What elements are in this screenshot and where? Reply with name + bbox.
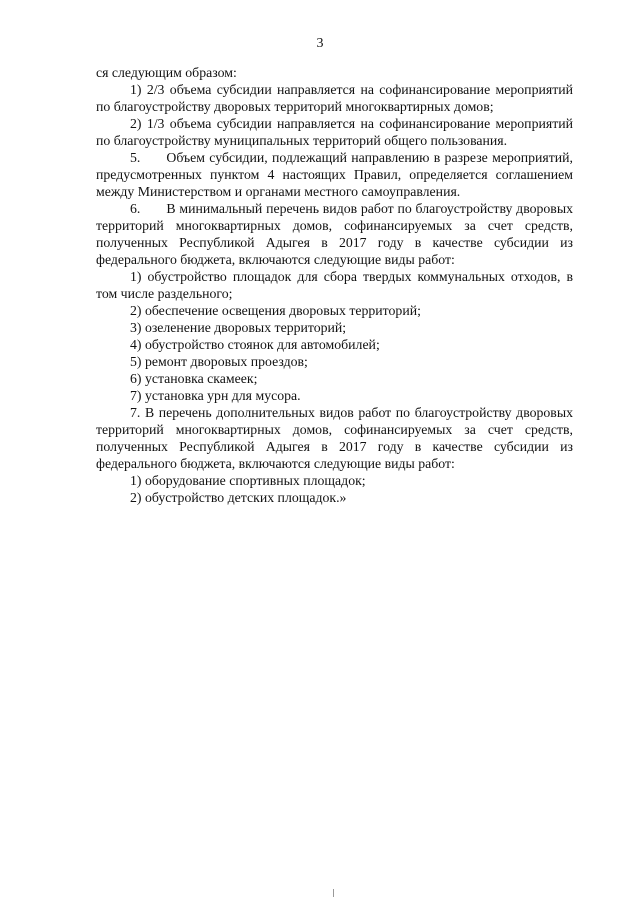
paragraph	[96, 149, 573, 200]
list-item: 1) обустройство площадок для сбора твердых коммунальных отходов, в том числе раздельного;	[96, 269, 573, 301]
paragraph: ся следующим образом:	[96, 65, 237, 80]
paragraph	[96, 200, 573, 268]
list-item: 2) обеспечение освещения дворовых территорий;	[130, 303, 421, 318]
list-item: 3) озеленение дворовых территорий;	[130, 320, 347, 335]
scan-artifact-mark	[333, 889, 334, 897]
paragraph: 1) 2/3 объема субсидии направляется на софинансирование мероприятий по благоустройству дворовых территорий многоквартирных домов;	[96, 82, 573, 114]
list-item: 4) обустройство стоянок для автомобилей;	[130, 337, 380, 352]
list-item: 6) установка скамеек;	[130, 371, 258, 386]
item-number: 5.	[130, 150, 141, 165]
paragraph: 2) 1/3 объема субсидии направляется на софинансирование мероприятий по благоустройству муниципальных территорий общего пользования.	[96, 116, 573, 148]
list-item: 1) оборудование спортивных площадок;	[130, 473, 366, 488]
paragraph-text: Объем субсидии, подлежащий направлению в разрезе мероприятий, предусмотренных пунктом 4 настоящих Правил, определяется соглашением между Министерством и органами местного самоуправления.	[96, 150, 573, 199]
page-number: 3	[316, 36, 324, 51]
item-number: 6.	[130, 201, 141, 216]
paragraph: 7. В перечень дополнительных видов работ по благоустройству дворовых территорий многоквартирных домов, софинансируемых за счет средств, полученных Республикой Адыгея в 2017 году в качестве субсидии из федерального бюджета, включаются следующие виды работ:	[96, 405, 573, 471]
list-item: 7) установка урн для мусора.	[130, 388, 301, 403]
list-item: 2) обустройство детских площадок.»	[130, 490, 347, 505]
document-body	[96, 64, 573, 506]
list-item: 5) ремонт дворовых проездов;	[130, 354, 308, 369]
paragraph-text: В минимальный перечень видов работ по благоустройству дворовых территорий многоквартирных домов, софинансируемых за счет средств, полученных Республикой Адыгея в 2017 году в качестве субсидии из федерального бюджета, включаются следующие виды работ:	[96, 201, 573, 267]
